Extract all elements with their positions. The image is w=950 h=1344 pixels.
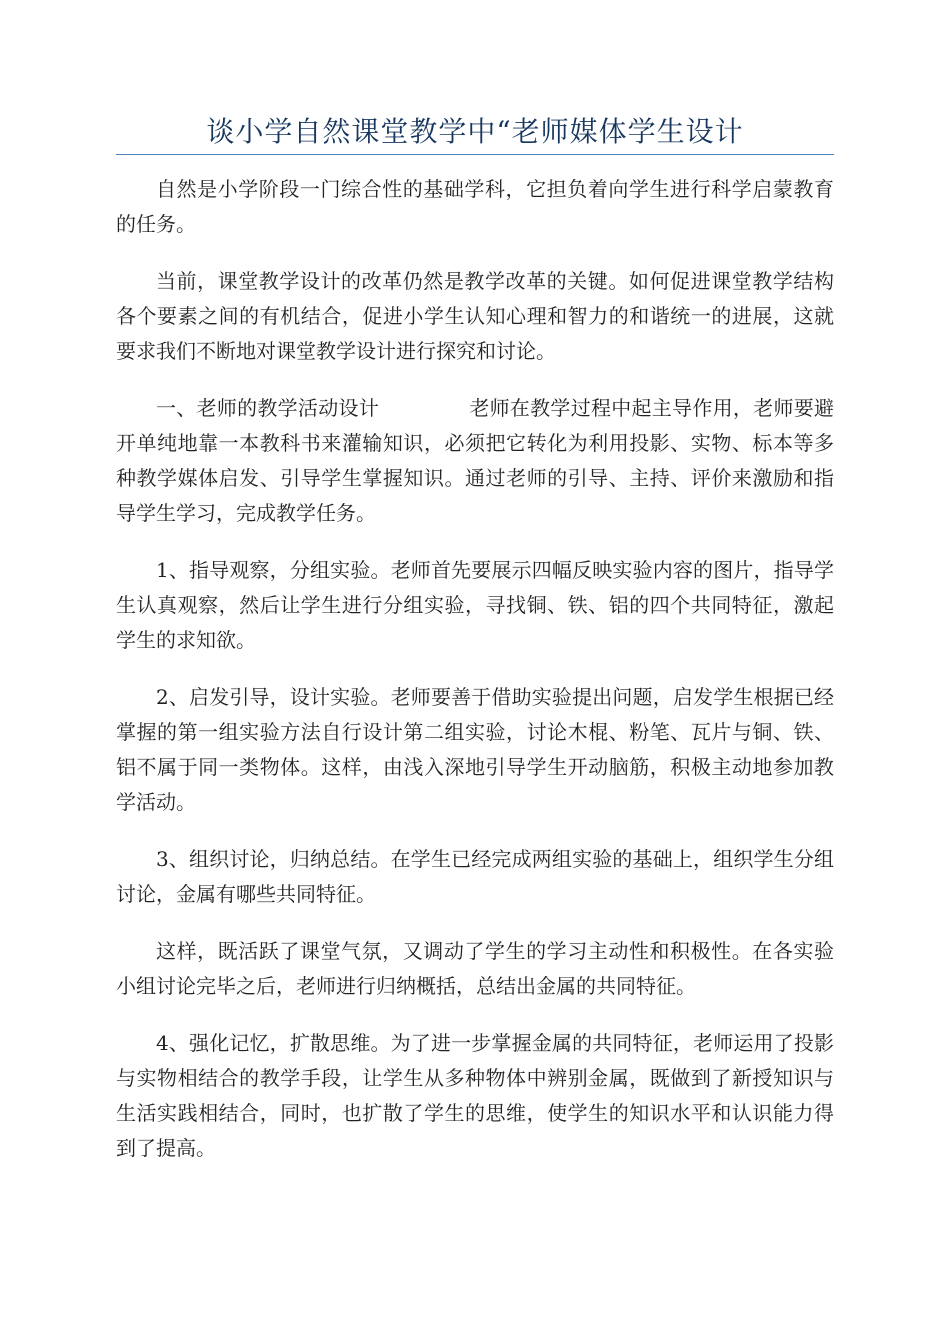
- paragraph-current-reform: 当前，课堂教学设计的改革仍然是教学改革的关键。如何促进课堂教学结构各个要素之间的有机结合，促进小学生认知心理和智力的和谐统一的进展，这就要求我们不断地对课堂教学设计进行探究和讨论。: [116, 269, 834, 363]
- document-body: [116, 172, 834, 1188]
- paragraph-teacher-activity: [116, 391, 834, 531]
- paragraph-discussion: 这样，既活跃了课堂气氛，又调动了学生的学习主动性和积极性。在各实验小组讨论完毕之后，老师进行归纳概括，总结出金属的共同特征。: [116, 939, 834, 998]
- document-title: 谈小学自然课堂教学中“老师媒体学生设计: [206, 115, 744, 148]
- paragraph-point-4: 4、强化记忆，扩散思维。为了进一步掌握金属的共同特征，老师运用了投影与实物相结合的教学手段，让学生从多种物体中辨别金属，既做到了新授知识与生活实践相结合，同时，也扩散了学生的思维，使学生的知识水平和认识能力得到了提高。: [116, 1031, 834, 1160]
- section-heading: 一、老师的教学活动设计: [156, 396, 380, 420]
- title-underline: [116, 154, 834, 155]
- paragraph-intro: 自然是小学阶段一门综合性的基础学科，它担负着向学生进行科学启蒙教育的任务。: [116, 177, 834, 236]
- paragraph-point-2: 2、启发引导，设计实验。老师要善于借助实验提出问题，启发学生根据已经掌握的第一组实验方法自行设计第二组实验，讨论木棍、粉笔、瓦片与铜、铁、铝不属于同一类物体。这样，由浅入深地引导学生开动脑筋，积极主动地参加教学活动。: [116, 685, 834, 814]
- paragraph-point-3: 3、组织讨论，归纳总结。在学生已经完成两组实验的基础上，组织学生分组讨论，金属有哪些共同特征。: [116, 847, 834, 906]
- section-body: 老师在教学过程中起主导作用，老师要避开单纯地靠一本教科书来灌输知识，必须把它转化为利用投影、实物、标本等多种教学媒体启发、引导学生掌握知识。通过老师的引导、主持、评价来激励和指导学生学习，完成教学任务。: [116, 396, 835, 525]
- paragraph-point-1: 1、指导观察，分组实验。老师首先要展示四幅反映实验内容的图片，指导学生认真观察，然后让学生进行分组实验，寻找铜、铁、铝的四个共同特征，激起学生的求知欲。: [116, 558, 834, 652]
